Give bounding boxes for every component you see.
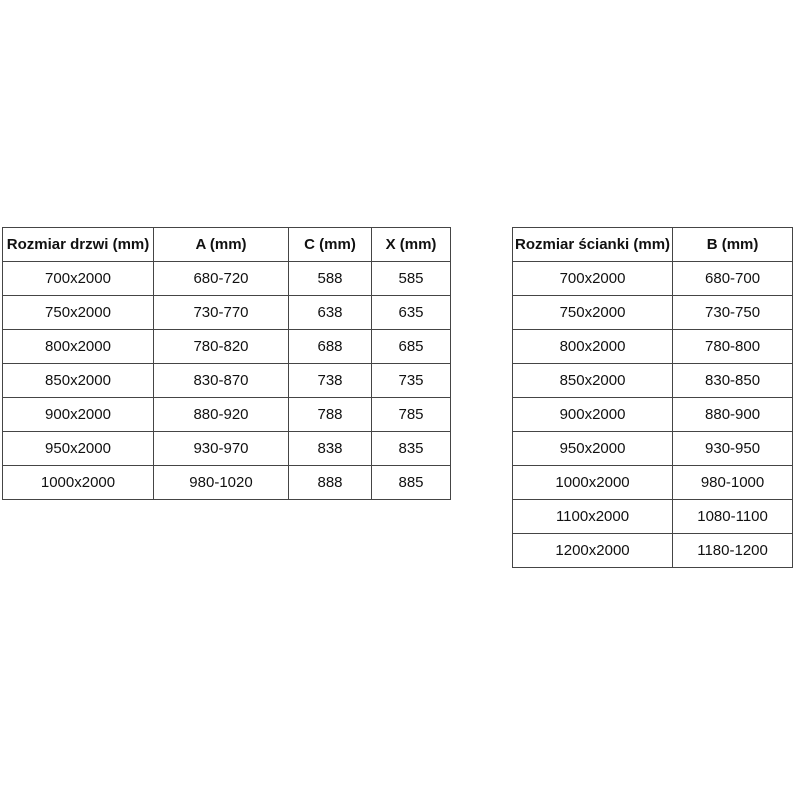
table-cell: 1000x2000 — [3, 466, 154, 500]
table-cell: 588 — [289, 262, 372, 296]
table-cell: 780-800 — [673, 330, 793, 364]
table-cell: 738 — [289, 364, 372, 398]
table-row — [3, 432, 451, 466]
table-cell: 585 — [372, 262, 451, 296]
table-cell: 950x2000 — [513, 432, 673, 466]
door-sizes-table-container — [2, 227, 451, 500]
column-header: Rozmiar ścianki (mm) — [513, 228, 673, 262]
table-cell: 685 — [372, 330, 451, 364]
column-header: A (mm) — [154, 228, 289, 262]
table-cell: 1100x2000 — [513, 500, 673, 534]
table-row — [513, 432, 793, 466]
table-cell: 635 — [372, 296, 451, 330]
table-row — [3, 364, 451, 398]
wall-sizes-table-container — [512, 227, 793, 568]
table-row — [513, 398, 793, 432]
table-cell: 838 — [289, 432, 372, 466]
table-row — [3, 398, 451, 432]
table-cell: 888 — [289, 466, 372, 500]
table-cell: 730-750 — [673, 296, 793, 330]
table-cell: 850x2000 — [3, 364, 154, 398]
table-cell: 700x2000 — [513, 262, 673, 296]
table-cell: 930-950 — [673, 432, 793, 466]
table-cell: 1000x2000 — [513, 466, 673, 500]
table-cell: 750x2000 — [3, 296, 154, 330]
table-row — [513, 466, 793, 500]
table-cell: 980-1020 — [154, 466, 289, 500]
table-row — [513, 262, 793, 296]
table-cell: 1200x2000 — [513, 534, 673, 568]
header-row — [3, 228, 451, 262]
table-cell: 900x2000 — [3, 398, 154, 432]
table-cell: 1080-1100 — [673, 500, 793, 534]
table-cell: 830-870 — [154, 364, 289, 398]
table-cell: 1180-1200 — [673, 534, 793, 568]
table-cell: 780-820 — [154, 330, 289, 364]
table-cell: 850x2000 — [513, 364, 673, 398]
table-cell: 785 — [372, 398, 451, 432]
table-row — [513, 534, 793, 568]
door-sizes-table — [2, 227, 451, 500]
table-cell: 950x2000 — [3, 432, 154, 466]
header-row — [513, 228, 793, 262]
column-header: C (mm) — [289, 228, 372, 262]
table-cell: 835 — [372, 432, 451, 466]
column-header: X (mm) — [372, 228, 451, 262]
table-cell: 680-700 — [673, 262, 793, 296]
table-row — [3, 296, 451, 330]
table-row — [3, 330, 451, 364]
table-cell: 680-720 — [154, 262, 289, 296]
table-row — [513, 364, 793, 398]
table-cell: 885 — [372, 466, 451, 500]
table-cell: 900x2000 — [513, 398, 673, 432]
table-row — [3, 262, 451, 296]
table-cell: 638 — [289, 296, 372, 330]
table-cell: 980-1000 — [673, 466, 793, 500]
table-row — [513, 500, 793, 534]
table-cell: 700x2000 — [3, 262, 154, 296]
table-cell: 688 — [289, 330, 372, 364]
table-cell: 750x2000 — [513, 296, 673, 330]
table-row — [513, 330, 793, 364]
table-cell: 830-850 — [673, 364, 793, 398]
table-row — [3, 466, 451, 500]
table-cell: 880-920 — [154, 398, 289, 432]
table-cell: 800x2000 — [513, 330, 673, 364]
column-header: Rozmiar drzwi (mm) — [3, 228, 154, 262]
table-cell: 800x2000 — [3, 330, 154, 364]
table-cell: 930-970 — [154, 432, 289, 466]
table-cell: 735 — [372, 364, 451, 398]
column-header: B (mm) — [673, 228, 793, 262]
wall-sizes-table — [512, 227, 793, 568]
table-cell: 880-900 — [673, 398, 793, 432]
table-cell: 730-770 — [154, 296, 289, 330]
table-row — [513, 296, 793, 330]
table-cell: 788 — [289, 398, 372, 432]
